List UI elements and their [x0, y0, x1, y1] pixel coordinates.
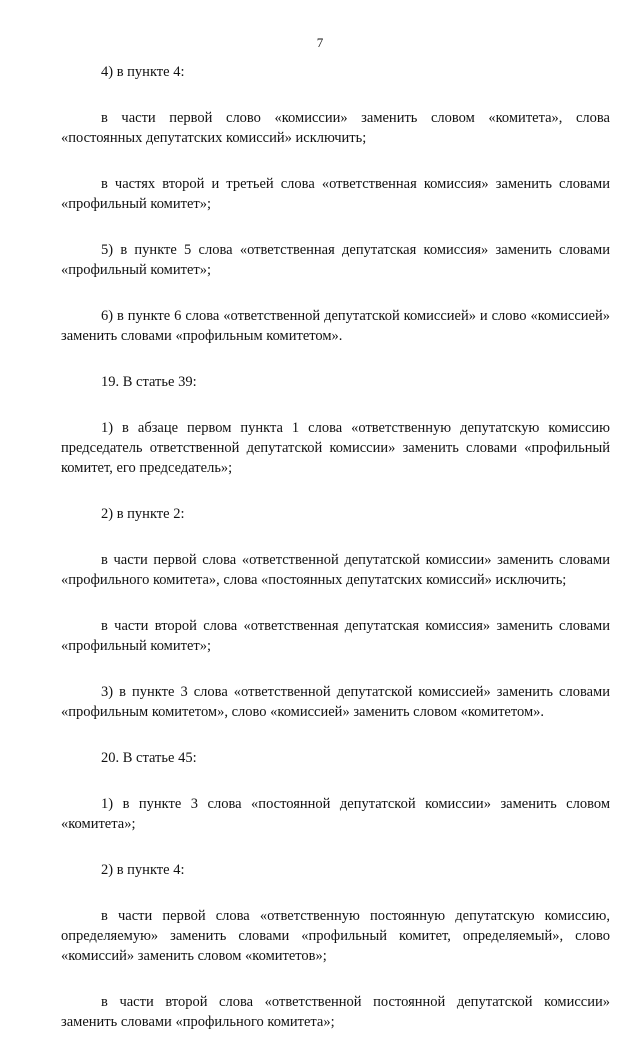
- section-heading: 19. В статье 39:: [101, 374, 197, 390]
- paragraph: 2) в пункте 4:: [101, 862, 185, 878]
- paragraph: 4) в пункте 4:: [101, 64, 185, 80]
- paragraph: 5) в пункте 5 слова «ответственная депутатская комиссия» заменить словами «профильный комитет»;: [61, 242, 610, 278]
- paragraph: 6) в пункте 6 слова «ответственной депутатской комиссией» и слово «комиссией» заменить словами «профильным комитетом».: [61, 308, 610, 344]
- document-body: [61, 62, 610, 1058]
- paragraph: в части первой слова «ответственной депутатской комиссии» заменить словами «профильного комитета», слова «постоянных депутатских комиссий» исключить;: [61, 552, 610, 588]
- paragraph: 3) в пункте 3 слова «ответственной депутатской комиссией» заменить словами «профильным комитетом», слово «комиссией» заменить словом «комитетом».: [61, 684, 610, 720]
- paragraph: в части первой слова «ответственную постоянную депутатскую комиссию, определяемую» заменить словами «профильный комитет, определяемый», слово «комиссий» заменить словом «комитетов»;: [61, 908, 610, 964]
- paragraph: в части второй слова «ответственной постоянной депутатской комиссии» заменить словами «профильного комитета»;: [61, 994, 610, 1030]
- paragraph: 1) в абзаце первом пункта 1 слова «ответственную депутатскую комиссию председатель ответственной депутатской комиссии» заменить словами «профильный комитет, его председатель»;: [61, 420, 610, 476]
- paragraph: в частях второй и третьей слова «ответственная комиссия» заменить словами «профильный комитет»;: [61, 176, 610, 212]
- paragraph: 2) в пункте 2:: [101, 506, 185, 522]
- page-number: 7: [316, 35, 324, 50]
- section-heading: 20. В статье 45:: [101, 750, 197, 766]
- paragraph: в части второй слова «ответственная депутатская комиссия» заменить словами «профильный комитет»;: [61, 618, 610, 654]
- paragraph: в части первой слово «комиссии» заменить словом «комитета», слова «постоянных депутатских комиссий» исключить;: [61, 110, 610, 146]
- paragraph: 1) в пункте 3 слова «постоянной депутатской комиссии» заменить словом «комитета»;: [61, 796, 610, 832]
